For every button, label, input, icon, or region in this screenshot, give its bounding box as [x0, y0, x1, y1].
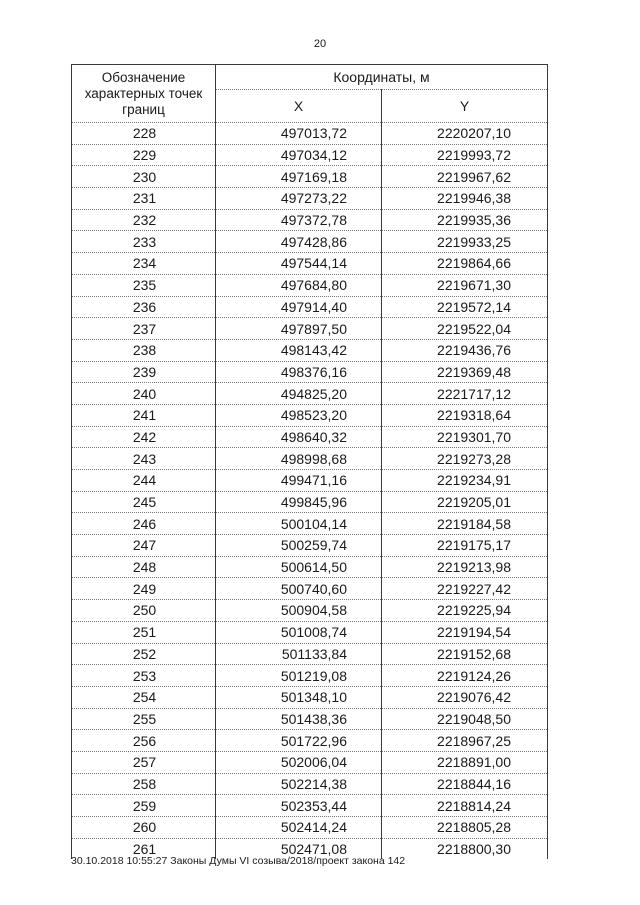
x-coordinate-cell: 498640,32	[216, 426, 382, 448]
y-coordinate-cell: 2219205,01	[382, 491, 548, 513]
point-number-cell: 241	[72, 404, 216, 426]
point-number-cell: 242	[72, 426, 216, 448]
y-coordinate-cell: 2220207,10	[382, 123, 548, 145]
y-coordinate-cell: 2218844,16	[382, 773, 548, 795]
table-row	[72, 491, 548, 513]
x-coordinate-cell: 498998,68	[216, 448, 382, 470]
table-row	[72, 404, 548, 426]
x-coordinate-cell: 502353,44	[216, 795, 382, 817]
point-number-cell: 261	[72, 838, 216, 859]
x-coordinate-cell: 497372,78	[216, 209, 382, 231]
y-coordinate-cell: 2219301,70	[382, 426, 548, 448]
point-number-cell: 248	[72, 556, 216, 578]
point-number-cell: 231	[72, 188, 216, 210]
x-coordinate-cell: 502006,04	[216, 751, 382, 773]
point-number-cell: 257	[72, 751, 216, 773]
y-coordinate-cell: 2219273,28	[382, 448, 548, 470]
point-number-cell: 245	[72, 491, 216, 513]
table-row	[72, 600, 548, 622]
y-coordinate-cell: 2219946,38	[382, 188, 548, 210]
point-number-cell: 256	[72, 730, 216, 752]
table-row	[72, 339, 548, 361]
point-number-cell: 247	[72, 535, 216, 557]
table-row	[72, 318, 548, 340]
point-number-cell: 233	[72, 231, 216, 253]
header-x: X	[216, 90, 382, 123]
y-coordinate-cell: 2219572,14	[382, 296, 548, 318]
x-coordinate-cell: 502214,38	[216, 773, 382, 795]
point-number-cell: 254	[72, 686, 216, 708]
point-number-cell: 250	[72, 600, 216, 622]
y-coordinate-cell: 2219935,36	[382, 209, 548, 231]
y-coordinate-cell: 2219213,98	[382, 556, 548, 578]
point-number-cell: 229	[72, 144, 216, 166]
table-row	[72, 448, 548, 470]
y-coordinate-cell: 2219194,54	[382, 621, 548, 643]
x-coordinate-cell: 501133,84	[216, 643, 382, 665]
point-number-cell: 249	[72, 578, 216, 600]
point-number-cell: 243	[72, 448, 216, 470]
y-coordinate-cell: 2219522,04	[382, 318, 548, 340]
point-number-cell: 232	[72, 209, 216, 231]
y-coordinate-cell: 2219967,62	[382, 166, 548, 188]
point-number-cell: 236	[72, 296, 216, 318]
point-number-cell: 238	[72, 339, 216, 361]
point-number-cell: 259	[72, 795, 216, 817]
table-row	[72, 578, 548, 600]
document-footer: 30.10.2018 10:55:27 Законы Думы VI созыва/2018/проект закона 142	[71, 855, 406, 867]
y-coordinate-cell: 2219933,25	[382, 231, 548, 253]
y-coordinate-cell: 2219048,50	[382, 708, 548, 730]
table-row	[72, 686, 548, 708]
table-row	[72, 188, 548, 210]
x-coordinate-cell: 497428,86	[216, 231, 382, 253]
coordinates-table	[71, 64, 548, 859]
y-coordinate-cell: 2219369,48	[382, 361, 548, 383]
point-number-cell: 235	[72, 274, 216, 296]
x-coordinate-cell: 500104,14	[216, 513, 382, 535]
x-coordinate-cell: 497273,22	[216, 188, 382, 210]
x-coordinate-cell: 502414,24	[216, 817, 382, 839]
y-coordinate-cell: 2218891,00	[382, 751, 548, 773]
y-coordinate-cell: 2218800,30	[382, 838, 548, 859]
point-number-cell: 258	[72, 773, 216, 795]
table-row	[72, 730, 548, 752]
table-row	[72, 665, 548, 687]
x-coordinate-cell: 497169,18	[216, 166, 382, 188]
point-number-cell: 237	[72, 318, 216, 340]
table-row	[72, 123, 548, 145]
table-row	[72, 144, 548, 166]
point-number-cell: 251	[72, 621, 216, 643]
header-coordinates: Координаты, м	[216, 65, 548, 90]
y-coordinate-cell: 2219318,64	[382, 404, 548, 426]
page-number: 20	[313, 38, 327, 50]
table-row	[72, 556, 548, 578]
x-coordinate-cell: 497684,80	[216, 274, 382, 296]
point-number-cell: 260	[72, 817, 216, 839]
table-row	[72, 383, 548, 405]
y-coordinate-cell: 2219234,91	[382, 470, 548, 492]
y-coordinate-cell: 2219152,68	[382, 643, 548, 665]
x-coordinate-cell: 498523,20	[216, 404, 382, 426]
y-coordinate-cell: 2219124,26	[382, 665, 548, 687]
table-row	[72, 470, 548, 492]
x-coordinate-cell: 500740,60	[216, 578, 382, 600]
x-coordinate-cell: 497544,14	[216, 253, 382, 275]
table-row	[72, 274, 548, 296]
y-coordinate-cell: 2219864,66	[382, 253, 548, 275]
table-row	[72, 166, 548, 188]
table-row	[72, 253, 548, 275]
table-row	[72, 513, 548, 535]
table-row	[72, 296, 548, 318]
x-coordinate-cell: 498376,16	[216, 361, 382, 383]
y-coordinate-cell: 2221717,12	[382, 383, 548, 405]
table-row	[72, 209, 548, 231]
y-coordinate-cell: 2219175,17	[382, 535, 548, 557]
x-coordinate-cell: 500904,58	[216, 600, 382, 622]
table-row	[72, 708, 548, 730]
y-coordinate-cell: 2219436,76	[382, 339, 548, 361]
y-coordinate-cell: 2218967,25	[382, 730, 548, 752]
y-coordinate-cell: 2218805,28	[382, 817, 548, 839]
x-coordinate-cell: 500614,50	[216, 556, 382, 578]
point-number-cell: 246	[72, 513, 216, 535]
y-coordinate-cell: 2219993,72	[382, 144, 548, 166]
table-row	[72, 426, 548, 448]
table-row	[72, 773, 548, 795]
y-coordinate-cell: 2219227,42	[382, 578, 548, 600]
x-coordinate-cell: 499471,16	[216, 470, 382, 492]
table-row	[72, 795, 548, 817]
table-row	[72, 817, 548, 839]
table-row	[72, 751, 548, 773]
header-y: Y	[382, 90, 548, 123]
y-coordinate-cell: 2219184,58	[382, 513, 548, 535]
x-coordinate-cell: 499845,96	[216, 491, 382, 513]
x-coordinate-cell: 497013,72	[216, 123, 382, 145]
y-coordinate-cell: 2218814,24	[382, 795, 548, 817]
table-row	[72, 231, 548, 253]
x-coordinate-cell: 501219,08	[216, 665, 382, 687]
x-coordinate-cell: 494825,20	[216, 383, 382, 405]
point-number-cell: 234	[72, 253, 216, 275]
x-coordinate-cell: 502471,08	[216, 838, 382, 859]
x-coordinate-cell: 501438,36	[216, 708, 382, 730]
y-coordinate-cell: 2219671,30	[382, 274, 548, 296]
x-coordinate-cell: 501008,74	[216, 621, 382, 643]
x-coordinate-cell: 497914,40	[216, 296, 382, 318]
table-row	[72, 535, 548, 557]
table-row	[72, 621, 548, 643]
table-body	[72, 123, 548, 860]
point-number-cell: 230	[72, 166, 216, 188]
header-point-designation: Обозначение характерных точек границ	[72, 65, 216, 123]
table-row	[72, 643, 548, 665]
x-coordinate-cell: 501722,96	[216, 730, 382, 752]
point-number-cell: 228	[72, 123, 216, 145]
point-number-cell: 255	[72, 708, 216, 730]
table-row	[72, 361, 548, 383]
point-number-cell: 244	[72, 470, 216, 492]
point-number-cell: 239	[72, 361, 216, 383]
point-number-cell: 240	[72, 383, 216, 405]
x-coordinate-cell: 501348,10	[216, 686, 382, 708]
x-coordinate-cell: 500259,74	[216, 535, 382, 557]
x-coordinate-cell: 498143,42	[216, 339, 382, 361]
y-coordinate-cell: 2219076,42	[382, 686, 548, 708]
y-coordinate-cell: 2219225,94	[382, 600, 548, 622]
x-coordinate-cell: 497034,12	[216, 144, 382, 166]
point-number-cell: 252	[72, 643, 216, 665]
x-coordinate-cell: 497897,50	[216, 318, 382, 340]
point-number-cell: 253	[72, 665, 216, 687]
